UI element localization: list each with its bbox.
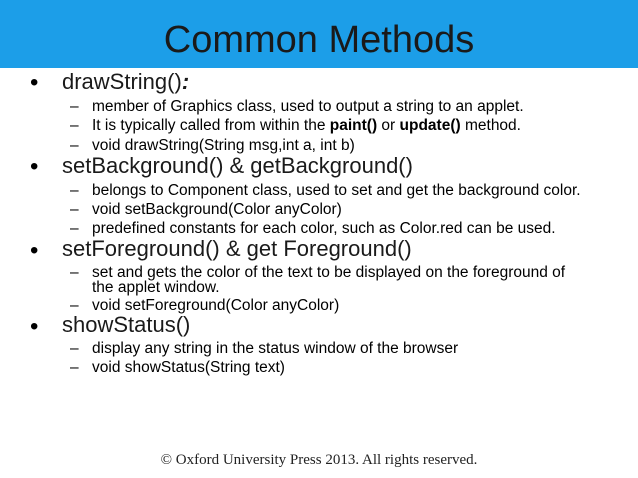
bullet: • <box>30 69 39 96</box>
copyright-footer: © Oxford University Press 2013. All rights reserved. <box>160 452 478 468</box>
bold-update: update() <box>399 117 461 134</box>
heading-setforeground: setForeground() & get Foreground() <box>62 236 412 261</box>
sub-text: member of Graphics class, used to output a string to an applet. <box>92 98 524 115</box>
heading-colon: : <box>181 69 190 94</box>
heading-text: drawString() <box>62 69 182 94</box>
sub-text: belongs to Component class, used to set and get the background color. <box>92 182 581 199</box>
bullet: • <box>30 237 39 264</box>
heading-showstatus: showStatus() <box>62 312 191 337</box>
slide-title: Common Methods <box>163 19 475 61</box>
sub-text: void showStatus(String text) <box>92 359 285 376</box>
bullet: • <box>30 153 39 180</box>
sub-text: predefined constants for each color, such as Color.red can be used. <box>92 220 556 237</box>
sub-text: It is typically called from within the paint() or update() method. <box>92 117 521 134</box>
bullet: • <box>30 313 39 340</box>
sub-text-line2: the applet window. <box>92 279 220 296</box>
sub-text: void setForeground(Color anyColor) <box>92 297 340 314</box>
sub-text: void setBackground(Color anyColor) <box>92 201 342 218</box>
sub-text: void drawString(String msg,int a, int b) <box>92 137 355 154</box>
sub-text: display any string in the status window of the browser <box>92 340 459 357</box>
bold-paint: paint() <box>329 117 378 134</box>
heading-drawstring <box>62 70 189 94</box>
heading-setbackground: setBackground() & getBackground() <box>62 153 413 178</box>
sub-text: set and gets the color of the text to be displayed on the foreground of <box>92 264 566 281</box>
